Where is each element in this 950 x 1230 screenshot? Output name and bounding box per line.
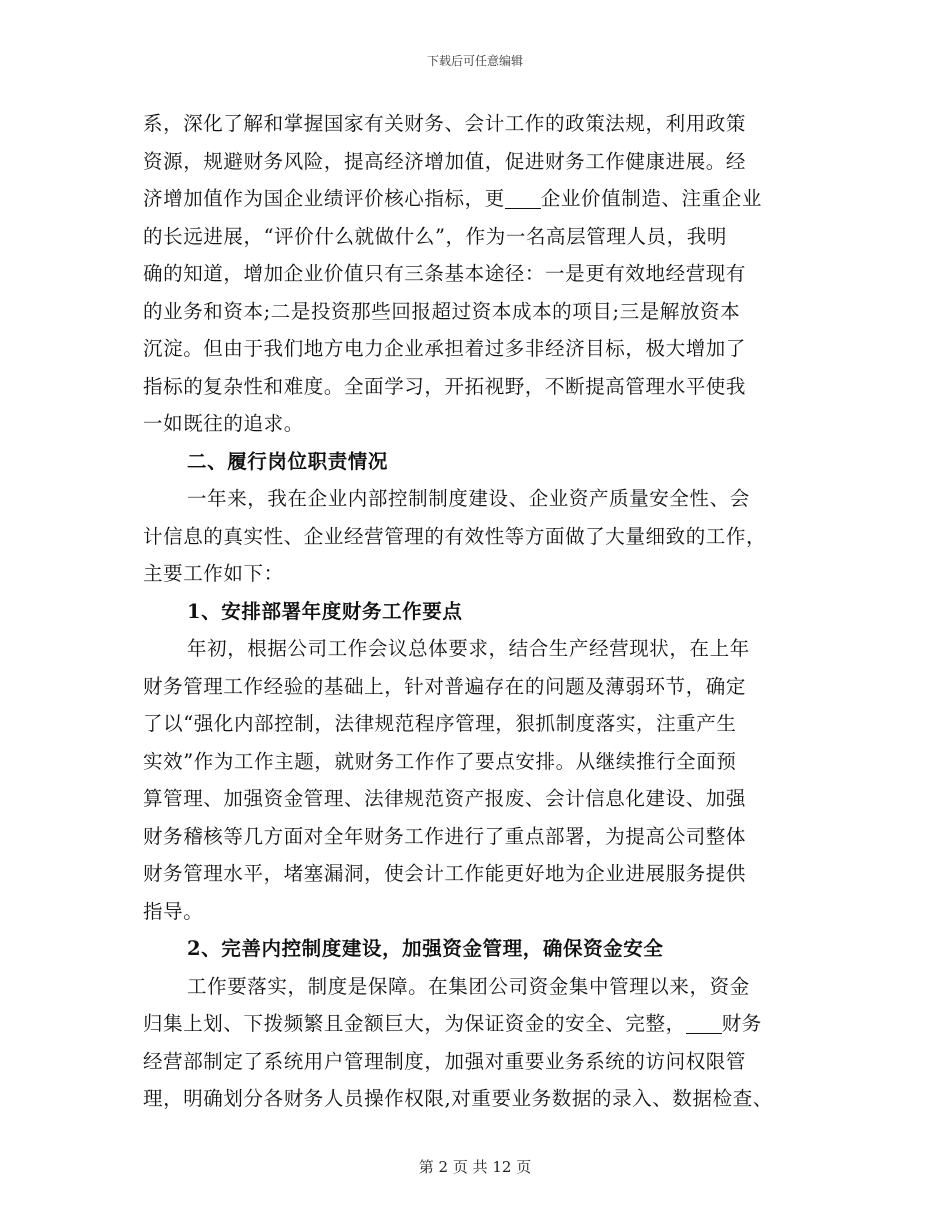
text-line: 财务稽核等几方面对全年财务工作进行了重点部署，为提高公司整体 [143,824,747,848]
text-line: 实效”作为工作主题，就财务工作作了要点安排。从继续推行全面预 [143,749,737,773]
text-line: 经营部制定了系统用户管理制度，加强对重要业务系统的访问权限管 [143,1049,747,1073]
text-line: 系，深化了解和掌握国家有关财务、会计工作的政策法规，利用政策 [143,112,747,135]
text-line: 确的知道，增加企业价值只有三条基本途径：一是更有效地经营现有 [143,262,747,285]
text-line: 一如既往的追求。 [143,412,304,435]
text-segment: 济增加值作为国企业绩评价核心指标，更 [143,187,505,210]
text-line: 计信息的真实性、企业经营管理的有效性等方面做了大量细致的工作， [143,524,767,548]
text-line: 工作要落实，制度是保障。在集团公司资金集中管理以来，资金 [187,974,750,998]
text-line: 主要工作如下： [143,562,284,585]
paragraph [143,105,813,443]
text-line [143,1005,813,1043]
text-line: 资源，规避财务风险，提高经济增加值，促进财务工作健康进展。经 [143,149,747,173]
text-line: 指导。 [143,899,204,923]
text-segment: 财务 [721,1012,762,1035]
fill-in-blank [505,190,541,209]
paragraph [143,968,813,1118]
text-line: 沉淀。但由于我们地方电力企业承担着过多非经济目标，极大增加了 [143,337,747,360]
text-line: 的业务和资本;二是投资那些回报超过资本成本的项目;三是解放资本 [143,299,741,323]
heading-line: 2、完善内控制度建设，加强资金管理，确保资金安全 [187,937,664,960]
document-body [143,105,813,1118]
text-line: 算管理、加强资金管理、法律规范资产报废、会计信息化建设、加强 [143,787,747,810]
text-line: 财务管理工作经验的基础上，针对普遍存在的问题及薄弱环节，确定 [143,674,747,698]
paragraph [143,480,813,593]
text-line: 指标的复杂性和难度。全面学习，开拓视野，不断提高管理水平使我 [143,374,747,398]
section-heading [143,930,813,968]
section-heading [143,443,813,481]
text-line: 年初，根据公司工作会议总体要求，结合生产经营现状，在上年 [187,637,750,660]
heading-line: 1、安排部署年度财务工作要点 [187,599,463,623]
fill-in-blank [686,1015,722,1034]
text-line [143,180,813,218]
section-heading [143,593,813,631]
text-line: 了以“强化内部控制，法律规范程序管理，狠抓制度落实，注重产生 [143,712,737,735]
text-line: 财务管理水平，堵塞漏洞，使会计工作能更好地为企业进展服务提供 [143,862,747,885]
text-line: 一年来，我在企业内部控制制度建设、企业资产质量安全性、会 [187,487,750,510]
heading-line: 二、履行岗位职责情况 [187,449,389,473]
text-segment: 归集上划、下拨频繁且金额巨大，为保证资金的安全、完整， [143,1012,686,1035]
page-footer: 第 2 页 共 12 页 [418,1158,532,1176]
text-segment: 企业价值制造、注重企业 [540,187,762,210]
text-line: 的长远进展，“评价什么就做什么”，作为一名高层管理人员，我明 [143,224,727,248]
page-header: 下载后可任意编辑 [426,54,523,68]
paragraph [143,630,813,930]
text-line: 理，明确划分各财务人员操作权限,对重要业务数据的录入、数据检查、 [143,1087,773,1110]
